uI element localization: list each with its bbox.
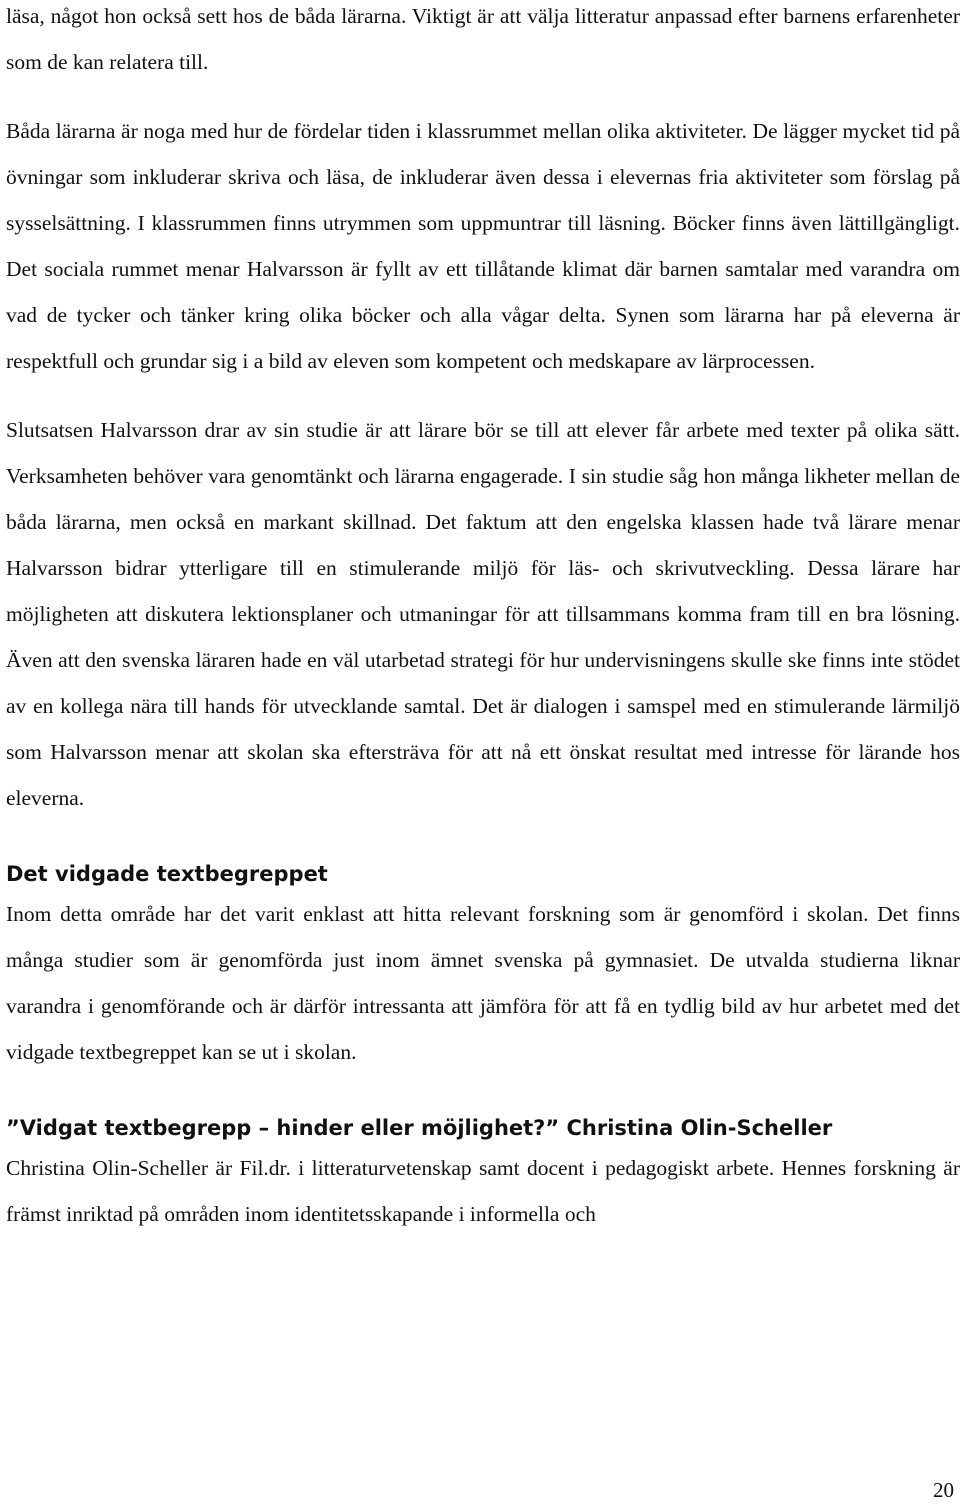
- paragraph-5: Christina Olin-Scheller är Fil.dr. i litteraturvetenskap samt docent i pedagogiskt arbete. Hennes forskning är främst inriktad på områden inom identitetsskapande i informella och: [6, 1156, 960, 1226]
- paragraph-2: Båda lärarna är noga med hur de fördelar tiden i klassrummet mellan olika aktiviteter. De lägger mycket tid på övningar som inkluderar skriva och läsa, de inkluderar även dessa i elevernas fria aktiviteter som förslag på sysselsättning. I klassrummen finns utrymmen som uppmuntrar till läsning. Böcker finns även lättillgängligt. Det sociala rummet menar Halvarsson är fyllt av ett tillåtande klimat där barnen samtalar med varandra om vad de tycker och tänker kring olika böcker och alla vågar delta. Synen som lärarna har på eleverna är respektfull och grundar sig i a bild av eleven som kompetent och medskapare av lärprocessen.: [6, 119, 960, 373]
- paragraph-4: Inom detta område har det varit enklast att hitta relevant forskning som är genomförd i skolan. Det finns många studier som är genomförda just inom ämnet svenska på gymnasiet. De utvalda studierna liknar varandra i genomförande och är därför intressanta att jämföra för att få en tydlig bild av hur arbetet med det vidgade textbegreppet kan se ut i skolan.: [6, 902, 960, 1064]
- paragraph-1: läsa, något hon också sett hos de båda lärarna. Viktigt är att välja litteratur anpassad efter barnens erfarenheter som de kan relatera till.: [6, 4, 960, 74]
- page-number: 20: [933, 1478, 954, 1502]
- document-page: [6, 0, 960, 1237]
- subsection-heading: ”Vidgat textbegrepp – hinder eller möjlighet?” Christina Olin-Scheller: [6, 1116, 833, 1140]
- section-heading: Det vidgade textbegreppet: [6, 862, 328, 886]
- paragraph-3: Slutsatsen Halvarsson drar av sin studie är att lärare bör se till att elever får arbete med texter på olika sätt. Verksamheten behöver vara genomtänkt och lärarna engagerade. I sin studie såg hon många likheter mellan de båda lärarna, men också en markant skillnad. Det faktum att den engelska klassen hade två lärare menar Halvarsson bidrar ytterligare till en stimulerande miljö för läs- och skrivutveckling. Dessa lärare har möjligheten att diskutera lektionsplaner och utmaningar för att tillsammans komma fram till en bra lösning. Även att den svenska läraren hade en väl utarbetad strategi för hur undervisningens skulle ske finns inte stödet av en kollega nära till hands för utvecklande samtal. Det är dialogen i samspel med en stimulerande lärmiljö som Halvarsson menar att skolan ska eftersträva för att nå ett önskat resultat med intresse för lärande hos eleverna.: [6, 418, 960, 810]
